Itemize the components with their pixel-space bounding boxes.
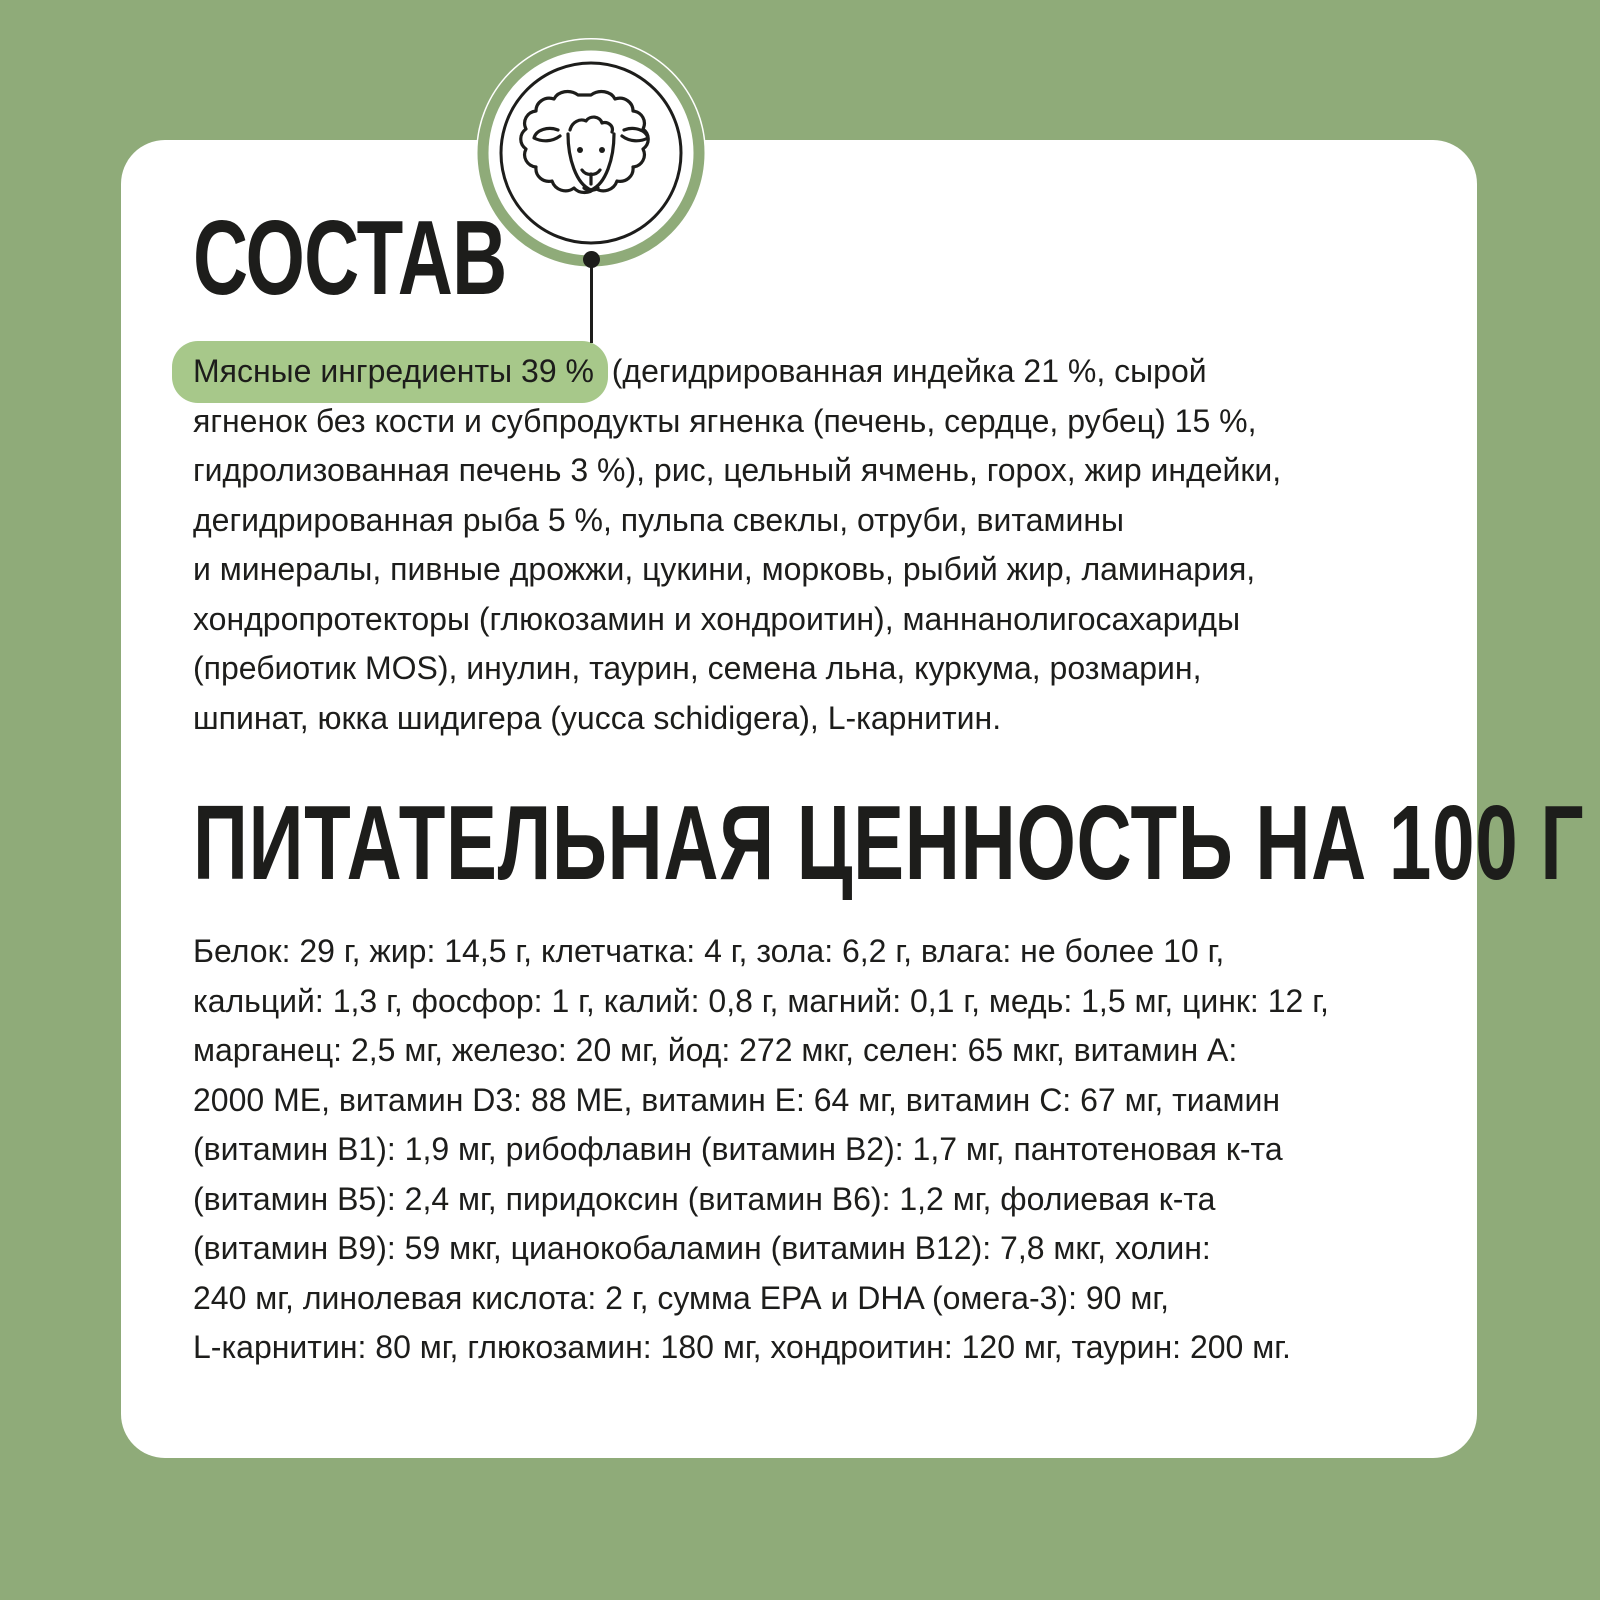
composition-line: гидролизованная печень 3 %), рис, цельный ячмень, горох, жир индейки, <box>193 452 1282 488</box>
composition-text <box>193 347 1433 743</box>
composition-line: шпинат, юкка шидигера (yucca schidigera), L-карнитин. <box>193 699 1002 736</box>
nutrition-line: 2000 МЕ, витамин D3: 88 МЕ, витамин Е: 64 мг, витамин С: 67 мг, тиамин <box>193 1081 1280 1118</box>
badge <box>476 38 706 268</box>
composition-title: СОСТАВ <box>193 199 507 317</box>
composition-line: дегидрированная рыба 5 %, пульпа свеклы, отруби, витамины <box>193 501 1125 538</box>
meat-ingredients-highlight: Мясные ингредиенты 39 % <box>193 347 594 397</box>
composition-line: и минералы, пивные дрожжи, цукини, морковь, рыбий жир, ламинария, <box>193 551 1256 587</box>
composition-line-rest: (дегидрированная индейка 21 %, сырой <box>611 353 1207 389</box>
nutrition-text <box>193 927 1433 1373</box>
nutrition-line: Белок: 29 г, жир: 14,5 г, клетчатка: 4 г, зола: 6,2 г, влага: не более 10 г, <box>193 933 1225 969</box>
composition-line: хондропротекторы (глюкозамин и хондроитин), маннанолигосахариды <box>193 600 1241 637</box>
sheep-icon <box>476 38 706 268</box>
nutrition-line: марганец: 2,5 мг, железо: 20 мг, йод: 272 мкг, селен: 65 мкг, витамин А: <box>193 1032 1238 1068</box>
composition-line: ягненок без кости и субпродукты ягненка (печень, сердце, рубец) 15 %, <box>193 402 1257 439</box>
nutrition-title: ПИТАТЕЛЬНАЯ ЦЕННОСТЬ НА 100 Г <box>193 784 1585 902</box>
badge-connector-dot <box>583 251 600 268</box>
badge-connector-line <box>590 255 593 343</box>
nutrition-line: (витамин В1): 1,9 мг, рибофлавин (витамин В2): 1,7 мг, пантотеновая к-та <box>193 1131 1283 1167</box>
nutrition-line: (витамин В5): 2,4 мг, пиридоксин (витамин В6): 1,2 мг, фолиевая к-та <box>193 1180 1216 1217</box>
nutrition-line: 240 мг, линолевая кислота: 2 г, сумма ЕРА и DHA (омега-3): 90 мг, <box>193 1279 1169 1316</box>
nutrition-line: кальций: 1,3 г, фосфор: 1 г, калий: 0,8 г, магний: 0,1 г, медь: 1,5 мг, цинк: 12 г, <box>193 982 1329 1019</box>
composition-line <box>193 347 1433 397</box>
nutrition-line: L-карнитин: 80 мг, глюкозамин: 180 мг, хондроитин: 120 мг, таурин: 200 мг. <box>193 1329 1291 1365</box>
nutrition-line: (витамин В9): 59 мкг, цианокобаламин (витамин В12): 7,8 мкг, холин: <box>193 1230 1211 1266</box>
composition-line: (пребиотик MOS), инулин, таурин, семена льна, куркума, розмарин, <box>193 650 1202 686</box>
